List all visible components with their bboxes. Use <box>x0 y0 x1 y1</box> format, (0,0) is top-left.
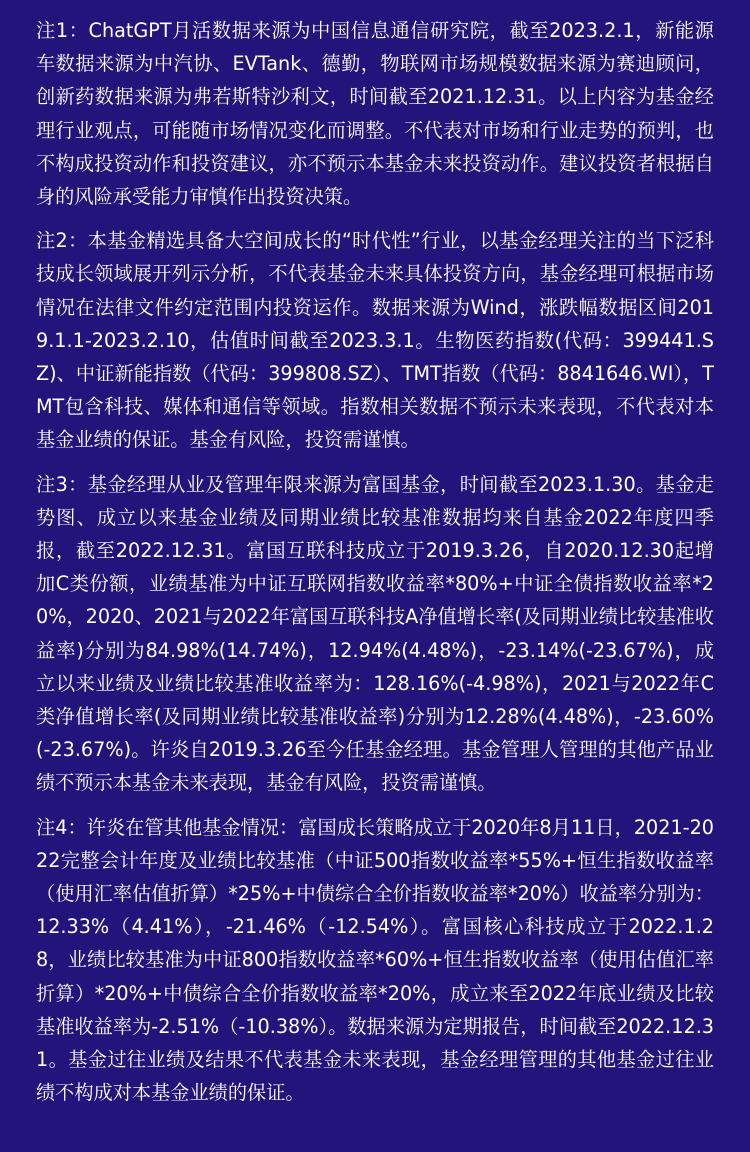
note-1: 注1：ChatGPT月活数据来源为中国信息通信研究院，截至2023.2.1，新能源车数据来源为中汽协、EVTank、德勤，物联网市场规模数据来源为赛迪顾问，创新药数据来源为弗若斯特沙利文，时间截至2021.12.31。以上内容为基金经理行业观点，可能随市场情况变化而调整。不代表对市场和行业走势的预判，也不构成投资动作和投资建议，亦不预示本基金未来投资动作。建议投资者根据自身的风险承受能力审慎作出投资决策。 <box>36 19 714 209</box>
note-3: 注3：基金经理从业及管理年限来源为富国基金，时间截至2023.1.30。基金走势图、成立以来基金业绩及同期业绩比较基准数据均来自基金2022年度四季报，截至2022.12.31。富国互联科技成立于2019.3.26，自2020.12.30起增加C类份额，业绩基准为中证互联网指数收益率*80%+中证全债指数收益率*20%，2020、2021与2022年富国互联科技A净值增长率(及同期业绩比较基准收益率)分别为84.98%(14.74%)，12.94%(4.48%)，-23.14%(-23.67%)，成立以来业绩及业绩比较基准收益率为：128.16%(-4.98%)，2021与2022年C类净值增长率(及同期业绩比较基准收益率)分别为12.28%(4.48%)，-23.60%(-23.67%)。许炎自2019.3.26至今任基金经理。基金管理人管理的其他产品业绩不预示本基金未来表现，基金有风险，投资需谨慎。 <box>36 472 714 795</box>
note-4: 注4：许炎在管其他基金情况：富国成长策略成立于2020年8月11日，2021-2022完整会计年度及业绩比较基准（中证500指数收益率*55%+恒生指数收益率（使用汇率估值折算）*25%+中债综合全价指数收益率*20%）收益率分别为：12.33%（4.41%），-21.46%（-12.54%）。富国核心科技成立于2022.1.28，业绩比较基准为中证800指数收益率*60%+恒生指数收益率（使用估值汇率折算）*20%+中债综合全价指数收益率*20%，成立来至2022年底业绩及比较基准收益率为-2.51%（-10.38%）。数据来源为定期报告，时间截至2022.12.31。基金过往业绩及结果不代表基金未来表现，基金经理管理的其他基金过往业绩不构成对本基金业绩的保证。 <box>36 815 714 1105</box>
note-2: 注2：本基金精选具备大空间成长的“时代性”行业，以基金经理关注的当下泛科技成长领域展开列示分析，不代表基金未来具体投资方向，基金经理可根据市场情况在法律文件约定范围内投资运作。数据来源为Wind，涨跌幅数据区间2019.1.1-2023.2.10，估值时间截至2023.3.1。生物医药指数(代码：399441.SZ)、中证新能指数（代码：399808.SZ）、TMT指数（代码：8841646.WI），TMT包含科技、媒体和通信等领域。指数相关数据不预示未来表现，不代表对本基金业绩的保证。基金有风险，投资需谨慎。 <box>36 229 714 452</box>
